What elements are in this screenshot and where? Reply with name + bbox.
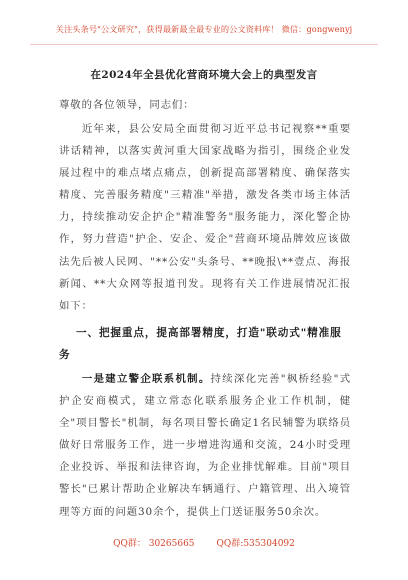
promo-banner: 关注头条号"公文研究"，获得最新最全最专业的公文资料库！ 微信：gongwenyj bbox=[55, 24, 353, 34]
footer-qq-group-2: QQ群:535304092 bbox=[216, 539, 295, 549]
document-title: 在2024年全县优化营商环境大会上的典型发言 bbox=[90, 69, 318, 81]
paragraph-lead: 一是建立警企联系机制。 bbox=[81, 373, 211, 385]
footer-contact bbox=[0, 536, 408, 549]
footer-qq-group-1: QQ群： 30265665 bbox=[113, 539, 195, 549]
greeting-line: 尊敬的各位领导，同志们： bbox=[59, 99, 195, 111]
section-heading-1: 一、把握重点，提高部署精度，打造"联动式"精准服务 bbox=[59, 327, 342, 361]
banner-divider bbox=[30, 44, 378, 45]
paragraph-body: 持续深化完善"枫桥经验"式护企安商模式，建立常态化联系服务企业工作机制，健全"项目警长"机制，每名项目警长确定1名民辅警为联络员做好日常服务工作，进一步增进沟通和交流，24小时受理企业投诉、举报和法律咨询，为企业排忧解难。目前"项目警长"已累计帮助企业解决车辆通行、户籍管理、出入境管理等方面的问题30余个，提供上门送证服务50余次。 bbox=[59, 373, 351, 518]
paragraph-section-1 bbox=[59, 368, 351, 523]
paragraph-intro: 近年来，县公安局全面贯彻习近平总书记视察**重要讲话精神，以落实黄河重大国家战略为指引，围绕企业发展过程中的难点堵点痛点，创新提高部署精度、确保落实精度、完善服务精度"三精准"举措，激发各类市场主体活力，持续推动安企护企"精准警务"服务能力，深化警企协作，努力营造"护企、安企、爱企"营商环境品牌效应该做法先后被人民网、"**公安"头条号、**晚报\**壹点、海报新闻、**大众网等报道刊发。现将有关工作进展情况汇报如下： bbox=[59, 123, 351, 312]
